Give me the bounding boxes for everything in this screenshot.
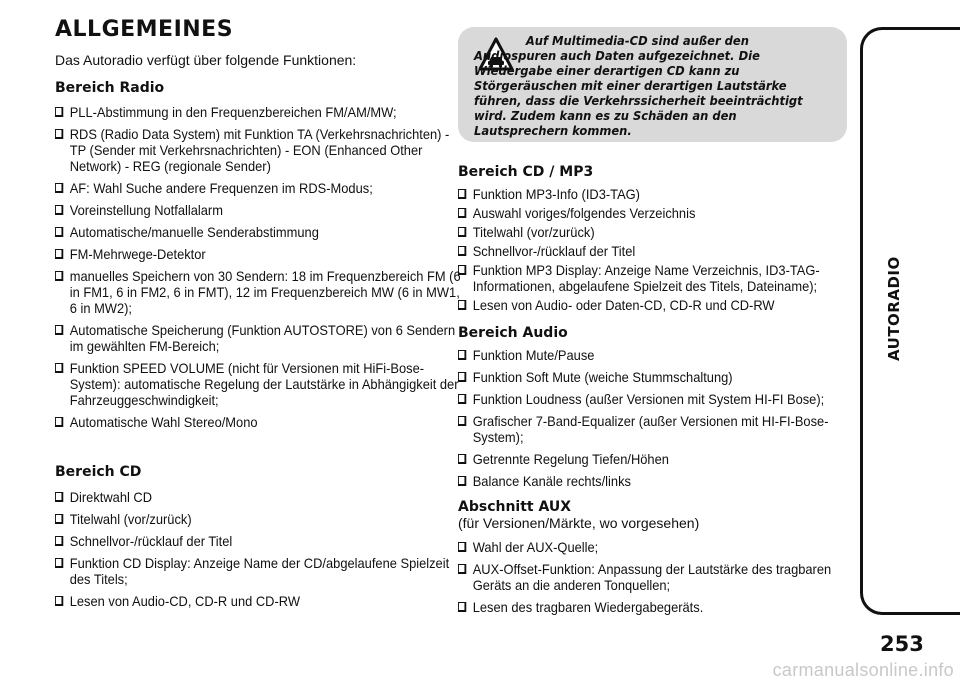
list-item-text: Direktwahl CD [69, 489, 153, 505]
mp3-heading: Bereich CD / MP3 [458, 164, 594, 180]
list-item-text: Lesen des tragbaren Wiedergabegeräts. [472, 599, 704, 615]
list-item [458, 413, 860, 445]
list-item-text: Funktion Soft Mute (weiche Stummschaltung) [472, 369, 733, 385]
list-item-text: Auswahl voriges/folgendes Verzeichnis [472, 205, 696, 221]
list-item [55, 511, 462, 527]
radio-heading: Bereich Radio [55, 80, 165, 96]
list-item-text: Funktion Loudness (außer Versionen mit System HI-FI Bose); [472, 391, 825, 407]
checkbox-bullet-icon [55, 107, 63, 117]
audio-heading: Bereich Audio [458, 325, 568, 341]
list-item-text: RDS (Radio Data System) mit Funktion TA (Verkehrsnachrichten) - TP (Sender mit Verkehrsnachrichten) - EON (Enhanced Other Network) - REG (regionale Sender) [69, 126, 450, 174]
list-item-text: Titelwahl (vor/zurück) [472, 224, 595, 240]
list-item-text: AF: Wahl Suche andere Frequenzen im RDS-Modus; [69, 180, 373, 196]
list-item [55, 414, 462, 430]
checkbox-bullet-icon [458, 416, 466, 426]
chapter-tab [860, 27, 960, 615]
checkbox-bullet-icon [458, 476, 466, 486]
checkbox-bullet-icon [458, 246, 466, 256]
checkbox-bullet-icon [55, 536, 63, 546]
list-item [55, 104, 462, 120]
list-item [55, 180, 462, 196]
list-item-text: Automatische/manuelle Senderabstimmung [69, 224, 319, 240]
checkbox-bullet-icon [458, 350, 466, 360]
list-item [55, 126, 462, 174]
list-item [458, 205, 860, 221]
checkbox-bullet-icon [458, 372, 466, 382]
list-item [55, 489, 462, 505]
radio-list [55, 104, 461, 436]
checkbox-bullet-icon [55, 183, 63, 193]
warning-box [458, 27, 847, 142]
list-item [458, 451, 860, 467]
checkbox-bullet-icon [458, 227, 466, 237]
list-item [458, 391, 860, 407]
page-title: ALLGEMEINES [55, 17, 234, 42]
list-item-text: Schnellvor-/rücklauf der Titel [472, 243, 636, 259]
list-item [458, 347, 860, 363]
list-item-text: Funktion SPEED VOLUME (nicht für Versionen mit HiFi-Bose-System): automatische Regelung der Lautstärke in Abhängigkeit der Fahrzeuggeschwindigkeit; [69, 360, 459, 408]
list-item-text: Funktion MP3 Display: Anzeige Name Verzeichnis, ID3-TAG-Informationen, abgelaufene Spielzeit des Titels, Dateiname); [472, 262, 820, 294]
checkbox-bullet-icon [55, 514, 63, 524]
list-item [458, 262, 860, 294]
list-item [55, 555, 462, 587]
checkbox-bullet-icon [55, 417, 63, 427]
list-item-text: Getrennte Regelung Tiefen/Höhen [472, 451, 669, 467]
list-item [458, 473, 860, 489]
checkbox-bullet-icon [55, 249, 63, 259]
list-item-text: Wahl der AUX-Quelle; [472, 539, 599, 555]
checkbox-bullet-icon [55, 271, 63, 281]
checkbox-bullet-icon [55, 325, 63, 335]
list-item [458, 369, 860, 385]
checkbox-bullet-icon [55, 596, 63, 606]
checkbox-bullet-icon [458, 394, 466, 404]
list-item [55, 268, 462, 316]
checkbox-bullet-icon [55, 492, 63, 502]
list-item-text: Lesen von Audio-CD, CD-R und CD-RW [69, 593, 300, 609]
checkbox-bullet-icon [458, 602, 466, 612]
list-item-text: Titelwahl (vor/zurück) [69, 511, 192, 527]
list-item [55, 246, 462, 262]
list-item-text: Lesen von Audio- oder Daten-CD, CD-R und CD-RW [472, 297, 775, 313]
list-item-text: Balance Kanäle rechts/links [472, 473, 631, 489]
checkbox-bullet-icon [55, 363, 63, 373]
list-item [458, 539, 860, 555]
list-item-text: Automatische Speicherung (Funktion AUTOSTORE) von 6 Sendern im gewählten FM-Bereich; [69, 322, 456, 354]
chapter-tab-label [885, 321, 903, 361]
audio-list [458, 347, 848, 495]
aux-heading: Abschnitt AUX [458, 499, 572, 515]
list-item [458, 599, 860, 615]
list-item-text: Automatische Wahl Stereo/Mono [69, 414, 258, 430]
list-item [458, 561, 860, 593]
checkbox-bullet-icon [458, 454, 466, 464]
list-item-text: Grafischer 7-Band-Equalizer (außer Versionen mit HI-FI-Bose-System); [472, 413, 829, 445]
checkbox-bullet-icon [458, 564, 466, 574]
list-item [55, 202, 462, 218]
list-item [458, 243, 860, 259]
checkbox-bullet-icon [458, 542, 466, 552]
list-item-text: AUX-Offset-Funktion: Anpassung der Lautstärke des tragbaren Geräts an die anderen Tonquellen; [472, 561, 832, 593]
checkbox-bullet-icon [55, 129, 63, 139]
checkbox-bullet-icon [458, 208, 466, 218]
list-item-text: manuelles Speichern von 30 Sendern: 18 im Frequenzbereich FM (6 in FM1, 6 in FM2, 6 in FMT), 12 im Frequenzbereich MW (6 in MW1, 6 in MW2); [69, 268, 461, 316]
list-item [55, 322, 462, 354]
list-item [55, 593, 462, 609]
warning-text: Auf Multimedia-CD sind außer den Audiospuren auch Daten aufgezeichnet. Die Wiedergabe einer derartigen CD kann zu Störgeräuschen mit einer derartigen Lautstärke führen, dass die Verkehrssicherheit beeinträchtigt wird. Zudem kann es zu Schäden an den Lautsprechern kommen. [474, 34, 803, 138]
list-item-text: Funktion MP3-Info (ID3-TAG) [472, 186, 640, 202]
list-item-text: Funktion CD Display: Anzeige Name der CD/abgelaufene Spielzeit des Titels; [69, 555, 450, 587]
watermark: carmanualsonline.info [772, 660, 954, 680]
mp3-list [458, 186, 848, 316]
aux-list [458, 539, 848, 621]
checkbox-bullet-icon [55, 227, 63, 237]
aux-subheading: (für Versionen/Märkte, wo vorgesehen) [458, 515, 700, 531]
checkbox-bullet-icon [55, 205, 63, 215]
list-item [458, 297, 860, 313]
intro-text: Das Autoradio verfügt über folgende Funktionen: [55, 52, 357, 68]
page-number: 253 [880, 632, 924, 656]
list-item-text: Funktion Mute/Pause [472, 347, 595, 363]
list-item-text: Schnellvor-/rücklauf der Titel [69, 533, 233, 549]
checkbox-bullet-icon [458, 189, 466, 199]
checkbox-bullet-icon [55, 558, 63, 568]
list-item-text: Voreinstellung Notfallalarm [69, 202, 223, 218]
checkbox-bullet-icon [458, 300, 466, 310]
list-item [55, 224, 462, 240]
list-item [55, 533, 462, 549]
cd-list [55, 489, 450, 615]
cd-heading: Bereich CD [55, 464, 142, 480]
list-item-text: PLL-Abstimmung in den Frequenzbereichen FM/AM/MW; [69, 104, 397, 120]
list-item [55, 360, 462, 408]
list-item [458, 186, 860, 202]
list-item [458, 224, 860, 240]
checkbox-bullet-icon [458, 265, 466, 275]
list-item-text: FM-Mehrwege-Detektor [69, 246, 206, 262]
